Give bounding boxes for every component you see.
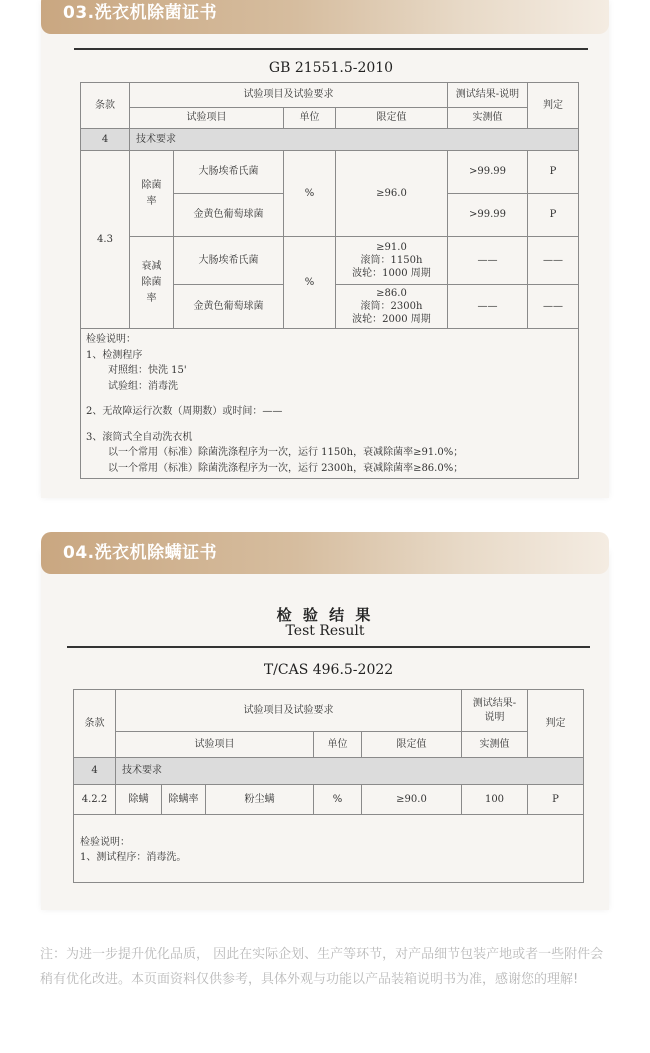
note-line: 试验组：消毒洗 <box>108 380 178 392</box>
note-line: 3、滚筒式全自动洗衣机 <box>86 431 193 443</box>
category-text: 衰减除菌率 <box>141 260 162 304</box>
inspection-notes-cell <box>74 815 584 883</box>
note-line: 检验说明： <box>80 837 130 848</box>
limit-decay-staph <box>336 285 448 329</box>
header-verdict: 判定 <box>528 690 584 758</box>
limit-line: ≥91.0 <box>376 242 407 253</box>
header-limit: 限定值 <box>336 108 448 129</box>
header-test-items-group: 试验项目及试验要求 <box>116 690 462 732</box>
header-result-group: 测试结果-说明 <box>448 83 528 108</box>
note-line: 以一个常用（标准）除菌洗涤程序为一次，运行 2300h，衰减除菌率≥86.0%； <box>108 462 464 474</box>
standard-code: GB 21551.5-2010 <box>268 60 394 76</box>
item-dust-mite: 粉尘螨 <box>206 785 314 815</box>
banner-title: 04.洗衣机除螨证书 <box>63 543 218 563</box>
note-line: 1、测试程序：消毒洗。 <box>80 852 187 863</box>
limit-sterilization: ≥96.0 <box>336 151 448 237</box>
header-line: 说明 <box>484 711 505 723</box>
result-heading <box>41 598 609 658</box>
header-unit: 单位 <box>314 732 362 758</box>
top-rule <box>74 48 588 50</box>
verdict-staph: P <box>528 194 579 237</box>
header-clause: 条款 <box>74 690 116 758</box>
result-rule <box>67 646 590 648</box>
limit-decay-ecoli <box>336 237 448 285</box>
unit-decay: % <box>284 237 336 329</box>
measured-ecoli: >99.99 <box>448 151 528 194</box>
result-subtitle: Test Result <box>285 623 365 639</box>
category-decay <box>130 237 174 329</box>
header-measured: 实测值 <box>462 732 528 758</box>
limit-line: 波轮：1000 周期 <box>352 268 431 279</box>
standard-code: T/CAS 496.5-2022 <box>263 662 394 678</box>
mite-removal-certificate-banner <box>41 532 609 574</box>
sterilization-certificate-banner <box>41 0 609 34</box>
header-verdict: 判定 <box>528 83 579 129</box>
disclaimer-text: 注：为进一步提升优化品质， 因此在实际企划、生产等环节，对产品细节包装产地或者一些附件会稍有优化改进。本页面资料仅供参考，具体外观与功能以产品装箱说明书为准，感谢您的理解! <box>40 947 604 987</box>
measured-staph: >99.99 <box>448 194 528 237</box>
category-mite: 除螨 <box>116 785 162 815</box>
limit-line: 滚筒：1150h <box>360 255 423 266</box>
item-ecoli: 大肠埃希氏菌 <box>174 151 284 194</box>
header-line: 测试结果- <box>472 698 517 709</box>
header-measured: 实测值 <box>448 108 528 129</box>
measured-decay-ecoli: —— <box>448 237 528 285</box>
clause-4-3: 4.3 <box>81 151 130 329</box>
note-line: 1、检测程序 <box>86 349 143 361</box>
note-line: 对照组：快洗 15' <box>108 365 187 376</box>
clause-4-2-2: 4.2.2 <box>74 785 116 815</box>
category-text: 除菌率 <box>141 179 162 207</box>
header-unit: 单位 <box>284 108 336 129</box>
inspection-notes <box>86 332 566 476</box>
item-staph: 金黄色葡萄球菌 <box>174 194 284 237</box>
unit-sterilization: % <box>284 151 336 237</box>
note-line: 以一个常用（标准）除菌洗涤程序为一次，运行 1150h，衰减除菌率≥91.0%； <box>108 447 464 458</box>
unit-mite: % <box>314 785 362 815</box>
header-test-item: 试验项目 <box>116 732 314 758</box>
verdict-decay-ecoli: —— <box>528 237 579 285</box>
header-result-group <box>462 690 528 732</box>
note-line: 2、无故障运行次数（周期数）或时间：—— <box>86 406 283 417</box>
limit-line: 滚筒：2300h <box>360 301 423 312</box>
measured-decay-staph: —— <box>448 285 528 329</box>
header-clause: 条款 <box>81 83 130 129</box>
category-sterilization <box>130 151 174 237</box>
limit-line: ≥86.0 <box>376 288 407 299</box>
note-line: 检验说明： <box>86 334 136 345</box>
measured-mite: 100 <box>462 785 528 815</box>
verdict-mite: P <box>528 785 584 815</box>
mite-results-table <box>73 689 584 883</box>
result-title: 检 验 结 果 <box>276 606 374 624</box>
item-ecoli-decay: 大肠埃希氏菌 <box>174 237 284 285</box>
header-test-items-group: 试验项目及试验要求 <box>130 83 448 108</box>
item-staph-decay: 金黄色葡萄球菌 <box>174 285 284 329</box>
limit-mite: ≥90.0 <box>362 785 462 815</box>
header-limit: 限定值 <box>362 732 462 758</box>
verdict-ecoli: P <box>528 151 579 194</box>
sub-mite-rate: 除螨率 <box>162 785 206 815</box>
limit-line: 波轮：2000 周期 <box>352 314 431 325</box>
tech-label: 技术要求 <box>116 758 584 785</box>
header-test-item: 试验项目 <box>130 108 284 129</box>
tech-clause: 4 <box>81 129 130 151</box>
tech-label: 技术要求 <box>130 129 579 151</box>
tech-clause: 4 <box>74 758 116 785</box>
verdict-decay-staph: —— <box>528 285 579 329</box>
banner-title: 03.洗衣机除菌证书 <box>63 3 218 23</box>
